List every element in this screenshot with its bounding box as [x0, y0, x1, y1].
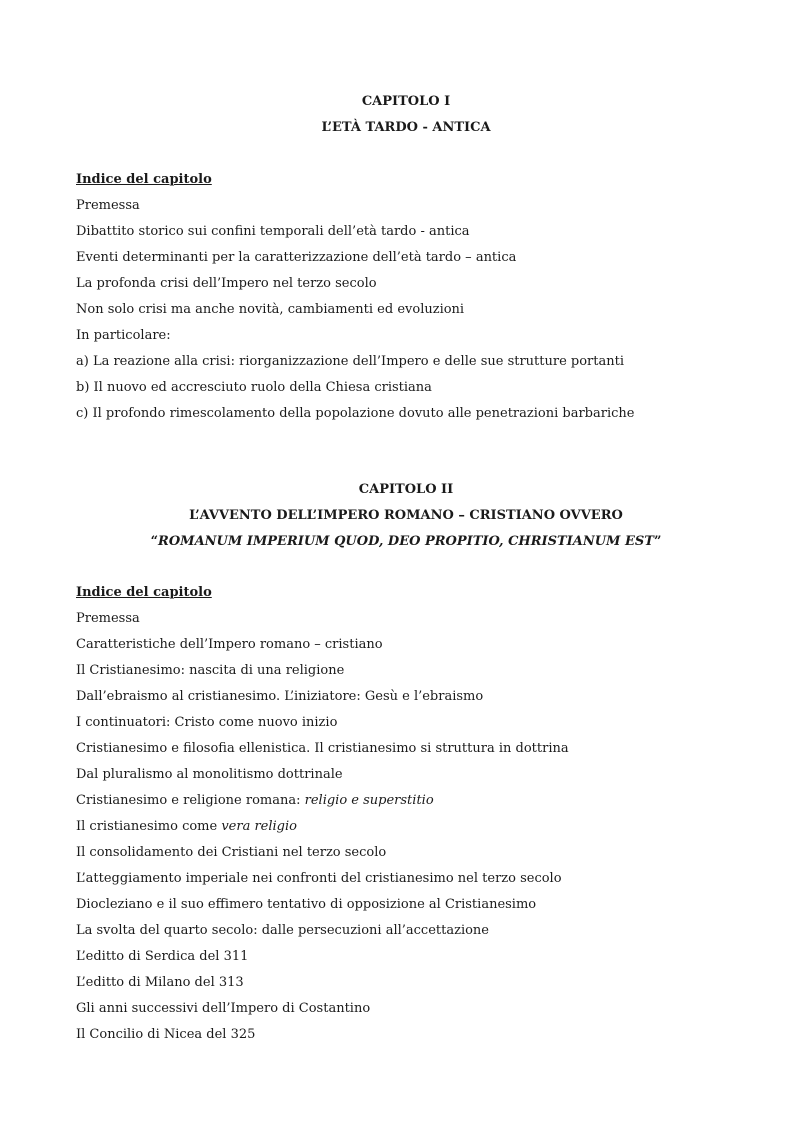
toc-item: Il Cristianesimo: nascita di una religione [76, 663, 345, 678]
toc-item-text: Cristianesimo e religione romana: [76, 793, 305, 808]
toc-item [76, 814, 736, 840]
toc-item-text: Il cristianesimo come [76, 819, 222, 834]
chapter-1-index [76, 167, 736, 427]
toc-item: Caratteristiche dell’Impero romano – cristiano [76, 637, 383, 652]
toc-item: Non solo crisi ma anche novità, cambiamenti ed evoluzioni [76, 302, 465, 317]
toc-item: Premessa [76, 198, 140, 213]
chapter-2-subtitle [76, 529, 736, 555]
subtitle-open-quote: “ [150, 534, 159, 549]
toc-item: Il consolidamento dei Cristiani nel terzo secolo [76, 845, 387, 860]
chapter-2-title: L’AVVENTO DELL’IMPERO ROMANO – CRISTIANO OVVERO [189, 508, 623, 523]
toc-item: Premessa [76, 611, 140, 626]
toc-item: I continuatori: Cristo come nuovo inizio [76, 715, 338, 730]
toc-item: Dal pluralismo al monolitismo dottrinale [76, 767, 343, 782]
toc-item: L’editto di Serdica del 311 [76, 949, 249, 964]
chapter-1-label: CAPITOLO I [361, 94, 451, 109]
toc-item: c) Il profondo rimescolamento della popolazione dovuto alle penetrazioni barbariche [76, 406, 635, 421]
chapter-2-index-heading: Indice del capitolo [76, 585, 212, 600]
toc-item: Dibattito storico sui confini temporali dell’età tardo - antica [76, 224, 470, 239]
chapter-1-index-heading: Indice del capitolo [76, 172, 212, 187]
toc-item: Cristianesimo e filosofia ellenistica. Il cristianesimo si struttura in dottrina [76, 741, 569, 756]
toc-item: L’editto di Milano del 313 [76, 975, 244, 990]
chapter-1-title: L’ETÀ TARDO - ANTICA [321, 120, 491, 135]
toc-item-italic: vera religio [221, 819, 297, 834]
chapter-2-index [76, 580, 736, 1048]
toc-item: Il Concilio di Nicea del 325 [76, 1027, 256, 1042]
toc-item: L’atteggiamento imperiale nei confronti del cristianesimo nel terzo secolo [76, 871, 562, 886]
toc-item: Eventi determinanti per la caratterizzazione dell’età tardo – antica [76, 250, 517, 265]
chapter-2-label: CAPITOLO II [358, 482, 454, 497]
toc-item: Gli anni successivi dell’Impero di Costantino [76, 1001, 371, 1016]
toc-item: In particolare: [76, 328, 171, 343]
toc-item: Diocleziano e il suo effimero tentativo di opposizione al Cristianesimo [76, 897, 537, 912]
toc-item: La svolta del quarto secolo: dalle persecuzioni all’accettazione [76, 923, 489, 938]
toc-item [76, 788, 736, 814]
toc-item: La profonda crisi dell’Impero nel terzo secolo [76, 276, 377, 291]
toc-item: Dall’ebraismo al cristianesimo. L’iniziatore: Gesù e l’ebraismo [76, 689, 484, 704]
toc-item: b) Il nuovo ed accresciuto ruolo della Chiesa cristiana [76, 380, 432, 395]
toc-item-italic: religio e superstitio [304, 793, 434, 808]
toc-item: a) La reazione alla crisi: riorganizzazione dell’Impero e delle sue strutture portanti [76, 354, 624, 369]
subtitle-latin-motto: ROMANUM IMPERIUM QUOD, DEO PROPITIO, CHRISTIANUM EST [158, 534, 654, 549]
subtitle-close-quote: ” [653, 534, 662, 549]
